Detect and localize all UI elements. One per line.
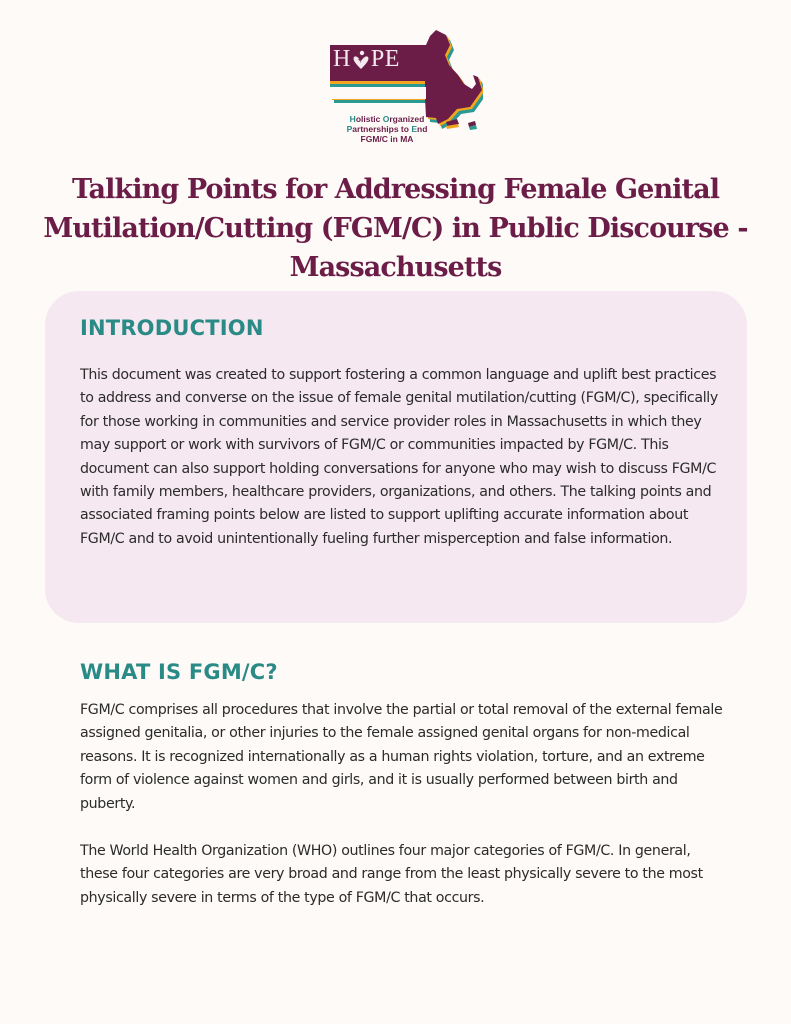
introduction-heading: INTRODUCTION (80, 316, 264, 340)
tagline-letter: H (349, 114, 356, 124)
heart-figure-icon (351, 50, 371, 68)
logo-wordmark-pe: PE (370, 46, 400, 72)
logo-tagline (332, 114, 442, 144)
tagline-text: nd (417, 124, 428, 134)
introduction-text: This document was created to support fostering a common language and uplift best practices to address and converse on the issue of female genital mutilation/cutting (FGM/C), specifically for those working in communities and service provider roles in Massachusetts in which they may support or work with survivors of FGM/C or communities impacted by FGM/C. This document can also support holding conversations for anyone who may wish to discuss FGM/C with family members, healthcare providers, organizations, and others. The talking points and associated framing points below are listed to support uplifting accurate information about FGM/C and to avoid unintentionally fueling further misperception and false information. (80, 367, 718, 547)
document-title: Talking Points for Addressing Female Genital Mutilation/Cutting (FGM/C) in Public Discourse - Massachusetts (43, 174, 748, 284)
what-is-fgmc-heading: WHAT IS FGM/C? (80, 660, 278, 684)
tagline-letter: O (382, 114, 390, 124)
what-is-fgmc-paragraph-1: FGM/C comprises all procedures that involve the partial or total removal of the external female assigned genitalia, or other injuries to the female assigned genital organs for non-medical reasons. It is recognized internationally as a human rights violation, torture, and an extreme form of violence against women and girls, and it is usually performed between birth and puberty. (80, 702, 723, 812)
hope-logo (318, 28, 483, 144)
logo-tagline-line2 (332, 124, 442, 134)
logo-wordmark-h: H (333, 46, 351, 72)
what-is-fgmc-paragraph-2: The World Health Organization (WHO) outlines four major categories of FGM/C. In general, these four categories are very broad and range from the least physically severe to the most physically severe in terms of the type of FGM/C that occurs. (80, 843, 703, 906)
tagline-letter: E (411, 124, 417, 134)
logo-tagline-line1 (332, 114, 442, 124)
logo-wordmark (333, 46, 400, 73)
tagline-text: rganized (389, 114, 425, 124)
tagline-text: artnerships to (352, 124, 412, 134)
tagline-letter: P (346, 124, 353, 134)
tagline-text: olistic (355, 114, 383, 124)
logo-tagline-line3: FGM/C in MA (360, 134, 414, 144)
